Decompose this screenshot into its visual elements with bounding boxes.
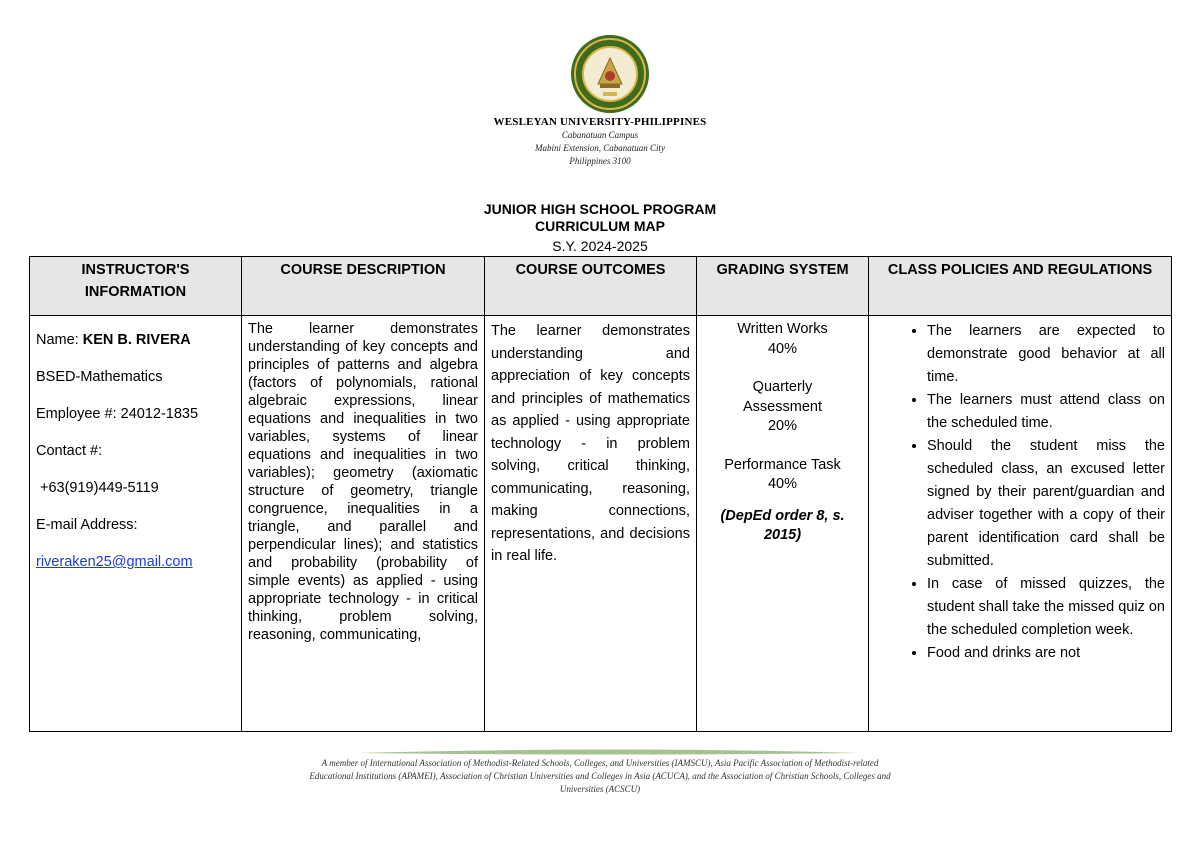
instructor-program: BSED-Mathematics [36,369,163,385]
footer-divider [360,748,860,756]
policies-list [875,320,1165,665]
header-course-description: COURSE DESCRIPTION [242,257,485,316]
employee-number: Employee #: 24012-1835 [36,406,199,422]
table-header-row [30,257,1172,316]
campus-country: Philippines 3100 [569,156,631,166]
instructor-name: KEN B. RIVERA [82,332,191,348]
list-item: • The learners must attend class on the scheduled time. [927,389,1165,435]
program-title: JUNIOR HIGH SCHOOL PROGRAM [483,201,717,217]
table-row [30,316,1172,732]
document-title: CURRICULUM MAP [535,218,665,234]
university-name: WESLEYAN UNIVERSITY-PHILIPPINES [493,116,707,128]
university-seal [570,34,650,114]
header-instructor: INSTRUCTOR'S INFORMATION [30,257,242,316]
grading-system-cell [697,316,869,732]
course-outcomes-cell [485,316,697,732]
instructor-cell [30,316,242,732]
header-course-outcomes: COURSE OUTCOMES [485,257,697,316]
email-link[interactable]: riveraken25@gmail.com [36,554,193,570]
list-item: • Food and drinks are not [927,642,1165,665]
quarterly-label: Quarterly [752,379,813,395]
contact-number: +63(919)449-5119 [40,480,159,496]
quarterly-percent: 20% [767,418,798,434]
curriculum-map-table [29,256,1172,732]
contact-label: Contact #: [36,443,103,459]
header-grading-system: GRADING SYSTEM [697,257,869,316]
instructor-name-line [36,322,235,359]
course-description-cell [242,316,485,732]
written-works-percent: 40% [767,340,798,357]
written-works-label: Written Works [737,321,828,337]
school-year: S.Y. 2024-2025 [552,238,648,254]
name-label: Name: [36,332,79,348]
course-description-text: The learner demonstrates understanding of key concepts and principles of patterns and algebra (factors of polynomials, rational algebraic expressions, linear equations and inequalities in two variables, systems of linear equations and inequalities in two variables); geometry (axiomatic structure of geometry, triangle congruence, inequalities in a triangle, and parallel and perpendicular lines); and statistics and probability (probability of simple events) as applied - using appropriate technology - in critical thinking, problem solving, reasoning, communicating, [248,321,478,643]
campus-address: Mabini Extension, Cabanatuan City [535,143,665,153]
performance-task-percent: 40% [767,476,798,492]
footer-affiliations: A member of International Association of Methodist-Related Schools, Colleges, and Universities (IAMSCU), Asia Pacific Association of Methodist-related Educational Institutions (APAMEI), Association of Christian Universities and Colleges in Asia (ACUCA), and the Association of Christian Schools, Colleges and Universities (ACSCU) [309,758,891,794]
course-outcomes-text: The learner demonstrates understanding and appreciation of key concepts and principles of mathematics as applied - using appropriate technology - in problem solving, critical thinking, communicating, reasoning, making connections, representations, and decisions in real life. [491,323,690,564]
campus-name: Cabanatuan Campus [561,130,639,140]
list-item: • In case of missed quizzes, the student shall take the missed quiz on the scheduled completion week. [927,573,1165,642]
class-policies-cell [869,316,1172,732]
list-item: • The learners are expected to demonstrate good behavior at all time. [927,320,1165,389]
assessment-label: Assessment [743,398,822,415]
performance-task-label: Performance Task [724,456,841,473]
header-class-policies: CLASS POLICIES AND REGULATIONS [869,257,1172,316]
email-label: E-mail Address: [36,517,138,533]
list-item: • Should the student miss the scheduled class, an excused letter signed by their parent/guardian and adviser together with a copy of their parent identification card shall be submitted. [927,435,1165,573]
deped-order-reference: (DepEd order 8, s. 2015) [720,507,845,543]
